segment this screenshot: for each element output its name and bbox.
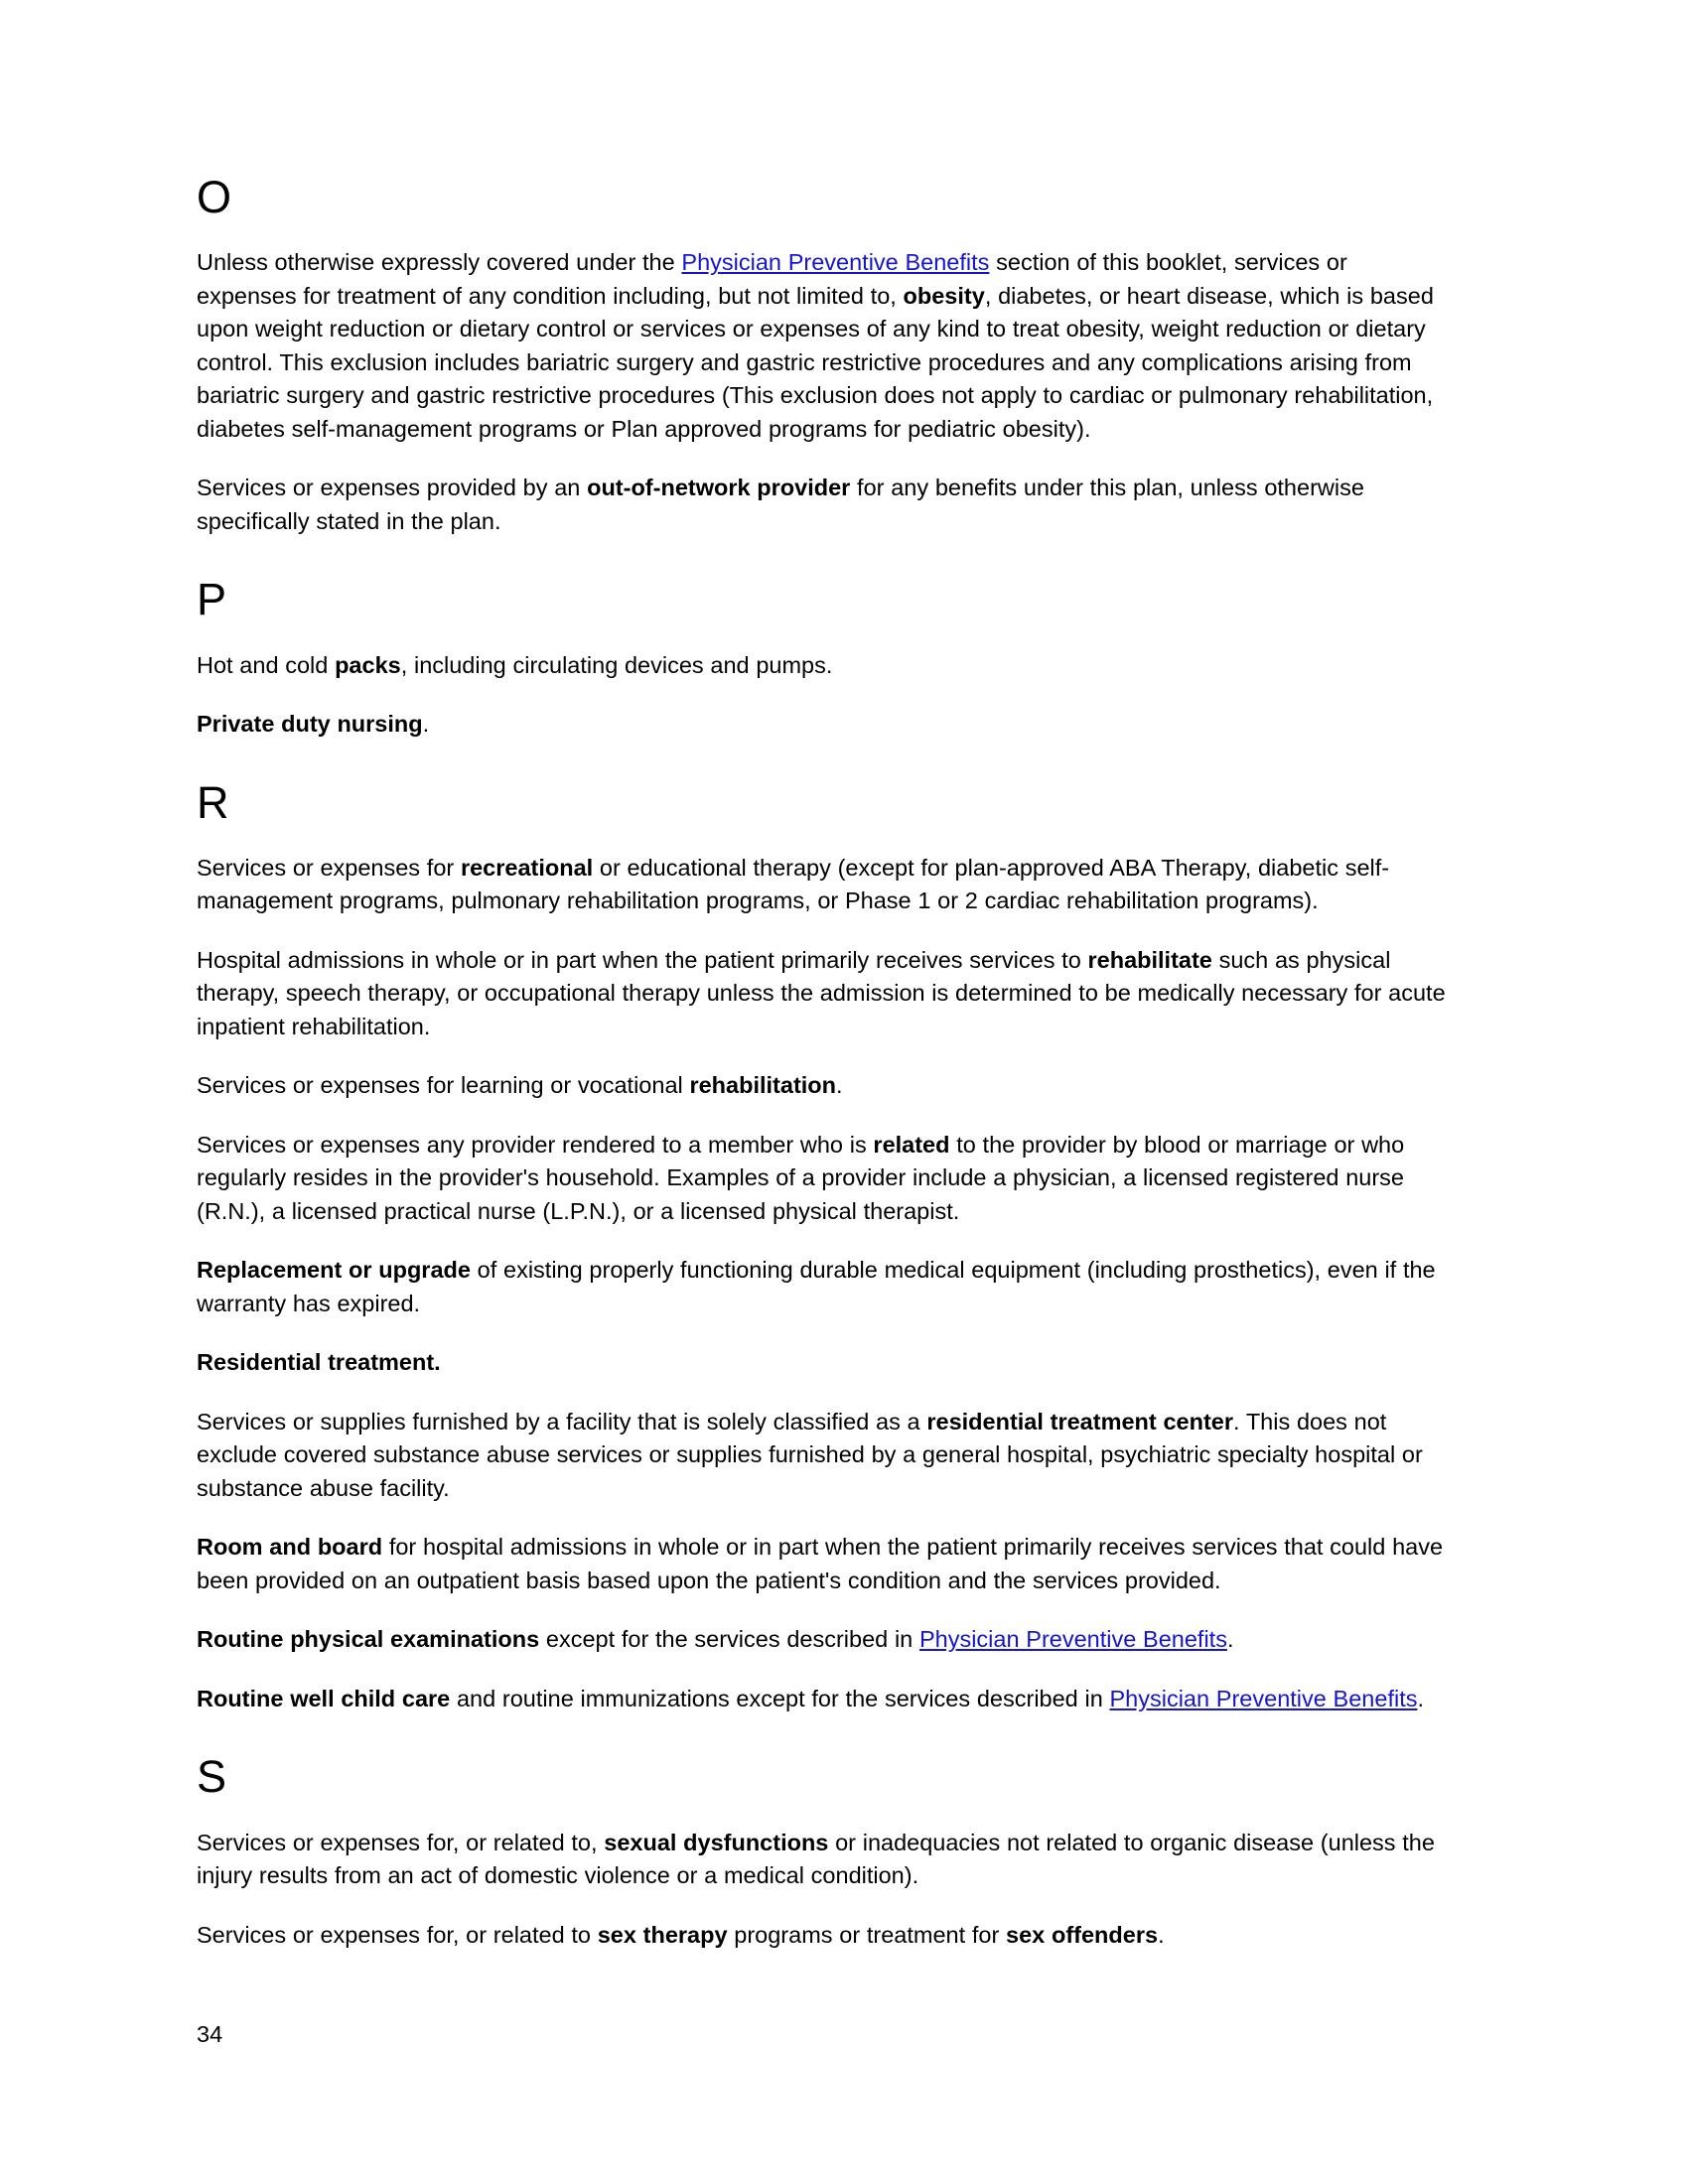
paragraph-replacement-or-upgrade <box>197 1254 1448 1320</box>
bold-term: Routine physical examinations <box>197 1626 540 1653</box>
paragraph-residential-treatment <box>197 1346 1448 1380</box>
bold-term: Residential treatment. <box>197 1349 441 1376</box>
text-run: or educational therapy (except for plan-approved ABA Therapy, diabetic self-management programs, pulmonary rehabilitation programs, or Phase 1 or 2 cardiac rehabilitation programs). <box>197 854 1390 914</box>
paragraph-out-of-network <box>197 472 1448 538</box>
paragraph-rehabilitate <box>197 944 1448 1044</box>
text-run: for any benefits under this plan, unless otherwise specifically stated in the plan. <box>197 475 1364 534</box>
text-run: and routine immunizations except for the services described in <box>450 1685 1110 1711</box>
paragraph-recreational <box>197 852 1448 918</box>
section-heading-r: R <box>197 776 229 828</box>
text-run: Services or expenses for, or related to, <box>197 1829 605 1855</box>
paragraph-packs <box>197 649 1448 683</box>
text-run: Services or supplies furnished by a facility that is solely classified as a <box>197 1408 927 1434</box>
bold-term: recreational <box>460 854 594 881</box>
text-run: for hospital admissions in whole or in part when the patient primarily receives services that could have been provided on an outpatient basis based upon the patient's condition and the services provided. <box>197 1534 1444 1593</box>
page-number: 34 <box>197 2021 223 2047</box>
text-run: or inadequacies not related to organic disease (unless the injury results from an act of domestic violence or a medical condition). <box>197 1829 1435 1888</box>
bold-term: related <box>873 1131 950 1158</box>
text-run: Hospital admissions in whole or in part when the patient primarily receives services to <box>197 946 1088 973</box>
bold-term: Replacement or upgrade <box>197 1257 471 1284</box>
text-run: , including circulating devices and pumps. <box>400 651 833 678</box>
text-run: such as physical therapy, speech therapy, or occupational therapy unless the admission is determined to be medically necessary for acute inpatient rehabilitation. <box>197 946 1446 1039</box>
text-run: Hot and cold <box>197 651 336 678</box>
text-run: Unless otherwise expressly covered under the <box>197 249 682 276</box>
text-run: of existing properly functioning durable medical equipment (including prosthetics), even if the warranty has expired. <box>197 1257 1436 1316</box>
text-run: . <box>422 711 430 737</box>
page-content <box>197 174 1448 1952</box>
bold-term: Routine well child care <box>197 1685 451 1711</box>
text-run: except for the services described in <box>539 1626 919 1653</box>
text-run: Services or expenses any provider rendered to a member who is <box>197 1131 874 1158</box>
paragraph-routine-well-child-care <box>197 1683 1448 1716</box>
bold-term: rehabilitate <box>1087 946 1212 973</box>
paragraph-private-duty-nursing <box>197 708 1448 742</box>
paragraph-routine-physical-examinations <box>197 1623 1448 1657</box>
paragraph-obesity <box>197 246 1448 446</box>
bold-term: sex offenders <box>1006 1921 1159 1948</box>
section-heading-s: S <box>197 1751 227 1803</box>
cross-reference-link[interactable]: Physician Preventive Benefits <box>918 1626 1227 1653</box>
text-run: Services or expenses for <box>197 854 461 881</box>
text-run: section of this booklet, services or expenses for treatment of any condition including, but not limited to, <box>197 249 1347 309</box>
paragraph-related <box>197 1129 1448 1229</box>
section-heading-o: O <box>197 172 232 222</box>
paragraph-sexual-dysfunctions <box>197 1827 1448 1893</box>
paragraph-room-and-board <box>197 1531 1448 1597</box>
bold-term: Private duty nursing <box>197 711 423 737</box>
cross-reference-link[interactable]: Physician Preventive Benefits <box>1109 1685 1418 1711</box>
paragraph-rehabilitation <box>197 1069 1448 1103</box>
bold-term: Room and board <box>197 1534 383 1561</box>
text-run: to the provider by blood or marriage or who regularly resides in the provider's household. Examples of a provider include a physician, a licensed registered nurse (R.N.), a licensed practical nurse (L.P.N.), or a licensed physical therapist. <box>197 1131 1405 1224</box>
paragraph-residential-treatment-center <box>197 1406 1448 1506</box>
bold-term: residential treatment center <box>926 1408 1233 1434</box>
bold-term: packs <box>335 651 401 678</box>
text-run: , diabetes, or heart disease, which is based upon weight reduction or dietary control or services or expenses of any kind to treat obesity, weight reduction or dietary control. This exclusion includes bariatric surgery and gastric restrictive procedures and any complications arising from bariatric surgery and gastric restrictive procedures (This exclusion does not apply to cardiac or pulmonary rehabilitation, diabetes self-management programs or Plan approved programs for pediatric obesity). <box>197 282 1434 442</box>
bold-term: obesity <box>903 282 985 309</box>
bold-term: out-of-network provider <box>587 475 851 501</box>
text-run: . <box>836 1072 843 1099</box>
text-run: programs or treatment for <box>727 1921 1007 1948</box>
text-run: . <box>1226 1626 1234 1653</box>
text-run: . This does not exclude covered substance abuse services or supplies furnished by a general hospital, psychiatric specialty hospital or substance abuse facility. <box>197 1408 1423 1501</box>
section-heading-p: P <box>197 574 227 625</box>
text-run: . <box>1417 1685 1425 1711</box>
text-run: Services or expenses for learning or vocational <box>197 1072 690 1099</box>
text-run: . <box>1158 1921 1165 1948</box>
text-run: Services or expenses for, or related to <box>197 1921 598 1948</box>
cross-reference-link[interactable]: Physician Preventive Benefits <box>681 249 990 276</box>
bold-term: rehabilitation <box>689 1072 837 1099</box>
paragraph-sex-therapy <box>197 1919 1448 1953</box>
text-run: Services or expenses provided by an <box>197 475 588 501</box>
bold-term: sexual dysfunctions <box>604 1829 829 1855</box>
bold-term: sex therapy <box>597 1921 728 1948</box>
